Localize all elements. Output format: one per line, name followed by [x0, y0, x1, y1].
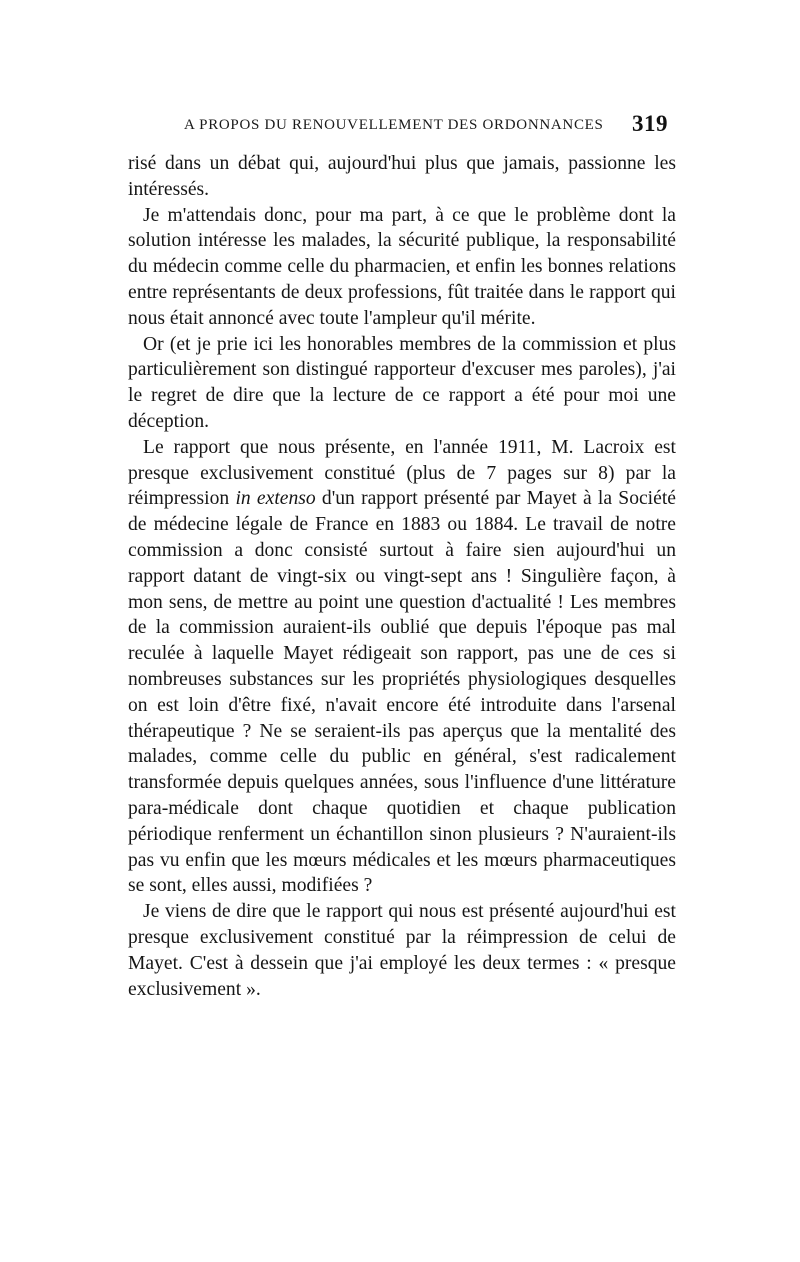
latin-phrase: in extenso — [235, 488, 316, 510]
running-title: A PROPOS DU RENOUVELLEMENT DES ORDONNANCES — [184, 117, 604, 133]
paragraph-continuation: risé dans un débat qui, aujourd'hui plus que jamais, passionne les intéressés. — [128, 153, 676, 200]
body-text — [128, 151, 676, 1002]
page-number: 319 — [632, 111, 668, 136]
paragraph-text: Le rapport que nous présente, en l'année 1911, M. Lacroix est presque exclusivement constitué (plus de 7 pages sur 8) par la réimpression — [128, 436, 676, 510]
paragraph-text: d'un rapport présenté par Mayet à la Société de médecine légale de France en 1883 ou 1884. Le travail de notre commission a donc consisté surtout à faire sien aujourd'hui un rapport datant de vingt-six ou vingt-sept ans ! Singulière façon, à mon sens, de mettre au point une question d'actualité ! Les membres de la commission auraient-ils oublié que depuis l'époque pas mal reculée à laquelle Mayet rédigeait son rapport, pas une de ces si nombreuses substances sur les propriétés physiologiques desquelles on est loin d'être fixé, n'avait encore été introduite dans l'arsenal thérapeutique ? Ne se seraient-ils pas aperçus que la mentalité des malades, comme celle du public en général, s'est radicalement transformée depuis quelques années, sous l'influence d'une littérature para-médicale dont chaque quotidien et chaque publication périodique renferment un échantillon sinon plusieurs ? N'auraient-ils pas vu enfin que les mœurs médicales et les mœurs pharmaceutiques se sont, elles aussi, modifiées ? — [128, 488, 676, 897]
page-header — [184, 111, 684, 143]
paragraph — [128, 435, 676, 899]
paragraph: Or (et je prie ici les honorables membres de la commission et plus particulièrement son distingué rapporteur d'excuser mes paroles), j'ai le regret de dire que la lecture de ce rapport a été pour moi une déception. — [128, 333, 676, 432]
paragraph: Je viens de dire que le rapport qui nous est présenté aujourd'hui est presque exclusivement constitué par la réimpression de celui de Mayet. C'est à dessein que j'ai employé les deux termes : « presque exclusivement ». — [128, 901, 676, 1000]
paragraph: Je m'attendais donc, pour ma part, à ce que le problème dont la solution intéresse les malades, la sécurité publique, la responsabilité du médecin comme celle du pharmacien, et enfin les bonnes relations entre représentants de deux professions, fût traitée dans le rapport qui nous était annoncé avec toute l'ampleur qu'il mérite. — [128, 204, 676, 329]
